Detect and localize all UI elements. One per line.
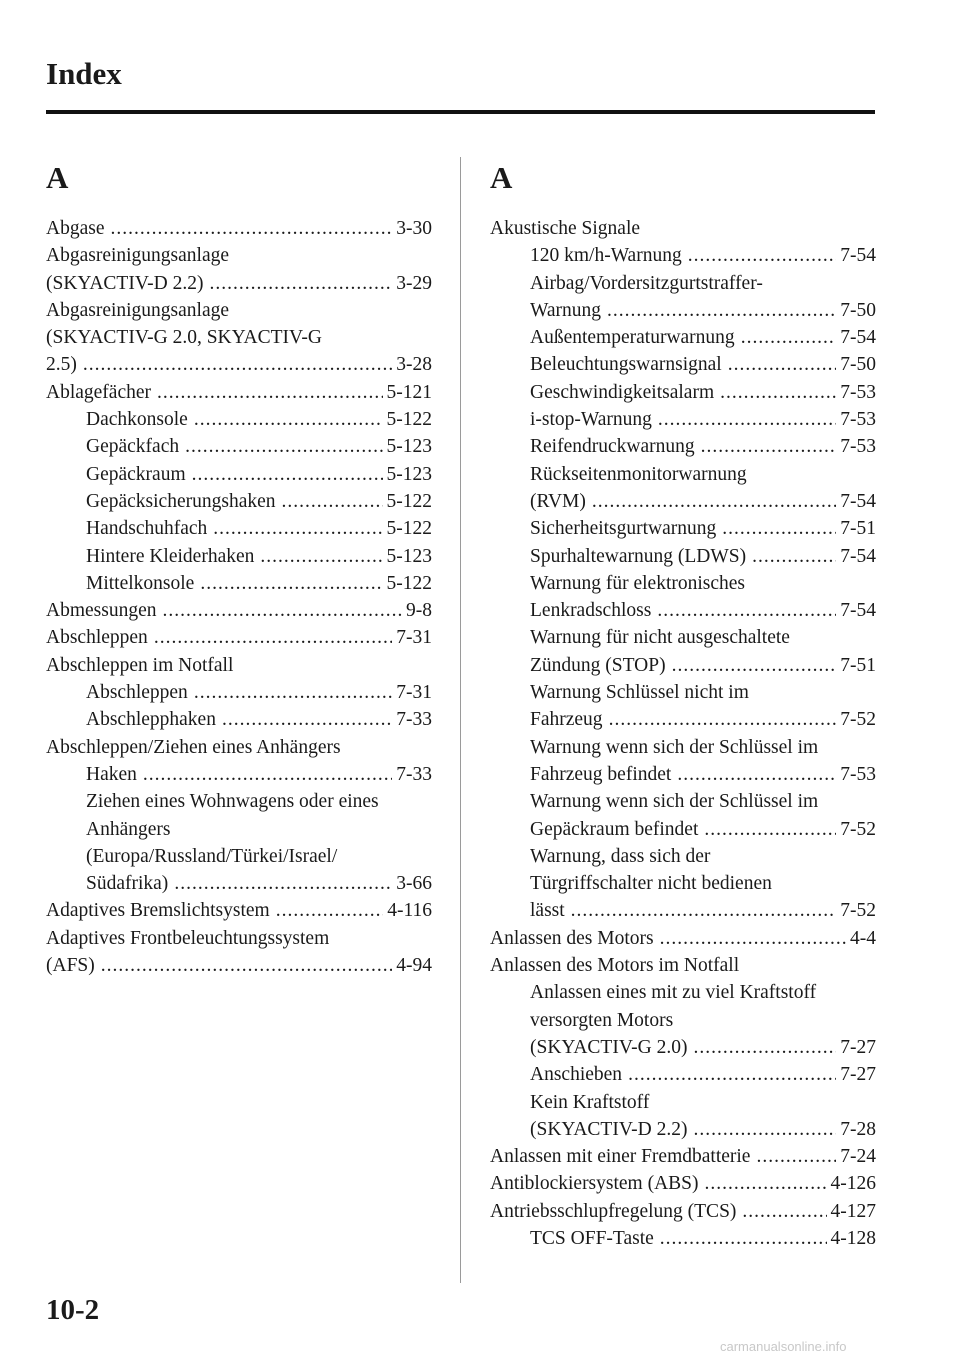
index-entry-label: Abschleppen/Ziehen eines Anhängers bbox=[46, 736, 341, 758]
leader-dots bbox=[756, 1143, 836, 1170]
index-entry-page: 7-54 bbox=[840, 600, 876, 622]
index-entry-label: Mittelkonsole bbox=[86, 572, 195, 594]
index-entry bbox=[490, 515, 876, 542]
index-entry bbox=[46, 433, 432, 460]
index-entry-page: 7-51 bbox=[840, 518, 876, 540]
index-entry-label: versorgten Motors bbox=[530, 1009, 674, 1031]
index-entry bbox=[490, 406, 876, 433]
leader-dots bbox=[282, 488, 383, 515]
leader-dots bbox=[658, 406, 836, 433]
index-entry bbox=[490, 679, 876, 706]
index-entry-page: 7-53 bbox=[840, 436, 876, 458]
index-entry-label: Hintere Kleiderhaken bbox=[86, 545, 255, 567]
index-entry bbox=[490, 1225, 876, 1252]
leader-dots bbox=[688, 242, 837, 269]
index-entry-page: 4-94 bbox=[396, 955, 432, 977]
index-entry-label: (SKYACTIV-D 2.2) bbox=[530, 1118, 688, 1140]
leader-dots bbox=[609, 706, 837, 733]
leader-dots bbox=[607, 297, 836, 324]
index-entry-page: 4-4 bbox=[850, 927, 876, 949]
index-entry-label: Warnung für elektronisches bbox=[530, 572, 746, 594]
index-entry-label: Anlassen des Motors im Notfall bbox=[490, 955, 740, 977]
leader-dots bbox=[592, 488, 836, 515]
index-entry-page: 5-123 bbox=[386, 436, 432, 458]
index-entry-page: 7-52 bbox=[840, 709, 876, 731]
index-entry-label: (SKYACTIV-G 2.0) bbox=[530, 1036, 688, 1058]
index-entry-page: 7-54 bbox=[840, 327, 876, 349]
leader-dots bbox=[194, 679, 392, 706]
index-entry-label: Spurhaltewarnung (LDWS) bbox=[530, 545, 747, 567]
index-entry-label: (Europa/Russland/Türkei/Israel/ bbox=[86, 845, 338, 867]
index-entry-label: Adaptives Bremslichtsystem bbox=[46, 900, 270, 922]
leader-dots bbox=[693, 1034, 836, 1061]
index-entry-label: Gepäckfach bbox=[86, 436, 180, 458]
leader-dots bbox=[83, 351, 392, 378]
index-entry-label: (AFS) bbox=[46, 955, 95, 977]
index-entry-page: 5-122 bbox=[386, 490, 432, 512]
index-entry-label: Reifendruckwarnung bbox=[530, 436, 695, 458]
leader-dots bbox=[213, 515, 382, 542]
leader-dots bbox=[742, 1198, 826, 1225]
index-entry-label: Dachkonsole bbox=[86, 409, 188, 431]
index-entry bbox=[46, 843, 432, 870]
watermark: carmanualsonline.info bbox=[720, 1339, 847, 1354]
index-entry bbox=[490, 351, 876, 378]
leader-dots bbox=[260, 543, 382, 570]
index-entry-page: 7-50 bbox=[840, 299, 876, 321]
index-entry-label: Gepäckraum bbox=[86, 463, 186, 485]
index-entry bbox=[490, 297, 876, 324]
index-entry-label: TCS OFF-Taste bbox=[530, 1227, 654, 1249]
index-entry-page: 7-52 bbox=[840, 900, 876, 922]
index-entry-page: 4-128 bbox=[830, 1227, 876, 1249]
section-letter: A bbox=[46, 160, 69, 195]
index-entry-page: 7-53 bbox=[840, 381, 876, 403]
index-entry bbox=[46, 351, 432, 378]
index-entry bbox=[490, 897, 876, 924]
index-entry-label: Geschwindigkeitsalarm bbox=[530, 381, 715, 403]
leader-dots bbox=[143, 761, 392, 788]
index-entry-label: Antiblockiersystem (ABS) bbox=[490, 1173, 699, 1195]
leader-dots bbox=[154, 624, 392, 651]
index-entry bbox=[46, 761, 432, 788]
index-entry bbox=[490, 1143, 876, 1170]
index-entry-page: 5-122 bbox=[386, 409, 432, 431]
index-entry-label: Beleuchtungswarnsignal bbox=[530, 354, 722, 376]
leader-dots bbox=[163, 597, 403, 624]
index-entry bbox=[490, 1116, 876, 1143]
index-entry-page: 7-31 bbox=[396, 627, 432, 649]
index-entry-page: 7-27 bbox=[840, 1064, 876, 1086]
leader-dots bbox=[693, 1116, 836, 1143]
index-entry-page: 5-122 bbox=[386, 572, 432, 594]
index-entry-label: Gepäckraum befindet bbox=[530, 818, 699, 840]
header-rule bbox=[46, 110, 875, 114]
index-entry-page: 3-28 bbox=[396, 354, 432, 376]
index-entry bbox=[46, 624, 432, 651]
index-entry-page: 5-123 bbox=[386, 545, 432, 567]
leader-dots bbox=[276, 897, 384, 924]
index-entry bbox=[46, 570, 432, 597]
index-entry bbox=[46, 406, 432, 433]
index-entry-label: Anlassen des Motors bbox=[490, 927, 654, 949]
index-entry-label: Lenkradschloss bbox=[530, 600, 652, 622]
index-entry-label: Anschieben bbox=[530, 1064, 623, 1086]
leader-dots bbox=[701, 433, 837, 460]
index-entry bbox=[46, 242, 432, 269]
index-entry-page: 7-31 bbox=[396, 682, 432, 704]
index-entry-label: Warnung wenn sich der Schlüssel im bbox=[530, 736, 819, 758]
index-entry-page: 4-127 bbox=[830, 1200, 876, 1222]
index-entry-label: i-stop-Warnung bbox=[530, 409, 652, 431]
index-entry-page: 5-122 bbox=[386, 518, 432, 540]
index-entry bbox=[46, 488, 432, 515]
index-entry-page: 3-30 bbox=[396, 218, 432, 239]
index-entry bbox=[46, 597, 432, 624]
leader-dots bbox=[660, 925, 846, 952]
index-entry-label: 2.5) bbox=[46, 354, 77, 376]
index-entry bbox=[490, 788, 876, 815]
index-entries-right bbox=[490, 215, 876, 1252]
index-entry-page: 7-24 bbox=[840, 1146, 876, 1168]
index-entry-label: Warnung, dass sich der bbox=[530, 845, 711, 867]
index-entry-page: 4-116 bbox=[387, 900, 432, 922]
index-entry bbox=[46, 816, 432, 843]
index-entry-label: Ablagefächer bbox=[46, 381, 152, 403]
index-entry bbox=[490, 1061, 876, 1088]
leader-dots bbox=[752, 543, 836, 570]
index-entry bbox=[46, 652, 432, 679]
index-entry bbox=[490, 652, 876, 679]
leader-dots bbox=[728, 351, 837, 378]
leader-dots bbox=[185, 433, 382, 460]
index-entry-label: Abgase bbox=[46, 218, 105, 239]
leader-dots bbox=[192, 461, 383, 488]
index-entry-label: (RVM) bbox=[530, 490, 586, 512]
index-entry-label: Antriebsschlupfregelung (TCS) bbox=[490, 1200, 737, 1222]
index-entry-label: Anlassen eines mit zu viel Kraftstoff bbox=[530, 982, 817, 1004]
index-entry bbox=[46, 897, 432, 924]
index-entry bbox=[46, 461, 432, 488]
index-entry bbox=[46, 297, 432, 324]
index-entry bbox=[490, 1089, 876, 1116]
index-entry bbox=[490, 870, 876, 897]
index-entry bbox=[46, 952, 432, 979]
leader-dots bbox=[722, 515, 836, 542]
index-entry-page: 7-54 bbox=[840, 545, 876, 567]
index-entry-label: Abmessungen bbox=[46, 600, 157, 622]
index-entry-label: Abschleppen bbox=[46, 627, 148, 649]
index-entry-label: 120 km/h-Warnung bbox=[530, 245, 682, 267]
index-entry bbox=[46, 679, 432, 706]
index-entry bbox=[490, 270, 876, 297]
page-number: 10-2 bbox=[46, 1294, 100, 1326]
index-entry-label: Haken bbox=[86, 763, 137, 785]
index-entry-page: 7-53 bbox=[840, 763, 876, 785]
index-entry-label: Abgasreinigungsanlage bbox=[46, 299, 230, 321]
index-entry bbox=[46, 543, 432, 570]
index-entry-label: (SKYACTIV-G 2.0, SKYACTIV-G bbox=[46, 327, 322, 349]
index-entry-label: Außentemperaturwarnung bbox=[530, 327, 735, 349]
index-entry bbox=[490, 952, 876, 979]
index-entry bbox=[46, 788, 432, 815]
leader-dots bbox=[571, 897, 837, 924]
index-entry-label: Abschlepphaken bbox=[86, 709, 216, 731]
index-entry bbox=[490, 706, 876, 733]
index-entry bbox=[46, 324, 432, 351]
column-divider bbox=[460, 157, 461, 1283]
index-entry-page: 7-28 bbox=[840, 1118, 876, 1140]
leader-dots bbox=[200, 570, 382, 597]
index-entry bbox=[490, 461, 876, 488]
index-entry-label: Südafrika) bbox=[86, 873, 169, 895]
index-entry-page: 7-54 bbox=[840, 490, 876, 512]
index-entry-page: 7-52 bbox=[840, 818, 876, 840]
page-title: Index bbox=[46, 56, 122, 91]
index-entry-label: Ziehen eines Wohnwagens oder eines bbox=[86, 791, 379, 813]
leader-dots bbox=[677, 761, 836, 788]
index-entry-label: lässt bbox=[530, 900, 565, 922]
index-entry-page: 7-50 bbox=[840, 354, 876, 376]
index-entry-label: Warnung Schlüssel nicht im bbox=[530, 682, 749, 704]
index-entry-label: Abgasreinigungsanlage bbox=[46, 245, 230, 267]
leader-dots bbox=[157, 379, 382, 406]
index-entry bbox=[490, 1034, 876, 1061]
index-entry-page: 5-121 bbox=[386, 381, 432, 403]
index-entry-label: (SKYACTIV-D 2.2) bbox=[46, 272, 204, 294]
index-entry bbox=[490, 925, 876, 952]
index-entry bbox=[490, 597, 876, 624]
index-entry-label: Airbag/Vordersitzgurtstraffer- bbox=[530, 272, 763, 294]
section-letter: A bbox=[490, 160, 513, 195]
leader-dots bbox=[222, 706, 392, 733]
index-entry bbox=[46, 925, 432, 952]
index-entry bbox=[490, 570, 876, 597]
index-entry bbox=[490, 1198, 876, 1225]
index-entry-label: Adaptives Frontbeleuchtungssystem bbox=[46, 927, 330, 949]
leader-dots bbox=[720, 379, 836, 406]
index-entry bbox=[46, 734, 432, 761]
index-entry bbox=[46, 706, 432, 733]
index-entry bbox=[490, 543, 876, 570]
index-entry-label: Warnung wenn sich der Schlüssel im bbox=[530, 791, 819, 813]
right-column bbox=[490, 162, 876, 1252]
index-entry-page: 7-33 bbox=[396, 709, 432, 731]
index-entry-label: Türgriffschalter nicht bedienen bbox=[530, 873, 772, 895]
index-entry-label: Warnung bbox=[530, 299, 601, 321]
leader-dots bbox=[705, 1170, 827, 1197]
leader-dots bbox=[628, 1061, 836, 1088]
index-entry-label: Sicherheitsgurtwarnung bbox=[530, 518, 717, 540]
index-entry bbox=[46, 515, 432, 542]
index-entries-left bbox=[46, 215, 432, 979]
index-entry-page: 3-66 bbox=[396, 873, 432, 895]
index-entry bbox=[490, 624, 876, 651]
index-entry-label: Fahrzeug befindet bbox=[530, 763, 672, 785]
index-entry-label: Warnung für nicht ausgeschaltete bbox=[530, 627, 790, 649]
index-entry-page: 7-27 bbox=[840, 1036, 876, 1058]
index-entry bbox=[490, 843, 876, 870]
index-entry bbox=[46, 870, 432, 897]
index-entry-label: Zündung (STOP) bbox=[530, 654, 666, 676]
index-entry-label: Abschleppen im Notfall bbox=[46, 654, 234, 676]
index-entry-label: Anhängers bbox=[86, 818, 171, 840]
left-column bbox=[46, 162, 432, 979]
index-entry bbox=[46, 215, 432, 242]
index-entry-label: Handschuhfach bbox=[86, 518, 208, 540]
leader-dots bbox=[657, 597, 836, 624]
index-entry-label: Gepäcksicherungshaken bbox=[86, 490, 276, 512]
index-entry-label: Kein Kraftstoff bbox=[530, 1091, 650, 1113]
index-entry-label: Fahrzeug bbox=[530, 709, 603, 731]
index-entry bbox=[490, 979, 876, 1006]
index-entry-page: 7-54 bbox=[840, 245, 876, 267]
index-entry-page: 3-29 bbox=[396, 272, 432, 294]
index-entry bbox=[490, 816, 876, 843]
index-entry bbox=[490, 215, 876, 242]
index-entry-label: Abschleppen bbox=[86, 682, 188, 704]
index-entry bbox=[490, 324, 876, 351]
index-entry-label: Akustische Signale bbox=[490, 218, 641, 239]
leader-dots bbox=[101, 952, 392, 979]
leader-dots bbox=[704, 816, 836, 843]
index-entry bbox=[490, 488, 876, 515]
leader-dots bbox=[741, 324, 837, 351]
leader-dots bbox=[660, 1225, 827, 1252]
index-entry-page: 7-33 bbox=[396, 763, 432, 785]
index-entry bbox=[490, 433, 876, 460]
index-entry bbox=[490, 242, 876, 269]
index-entry bbox=[490, 734, 876, 761]
index-entry-page: 7-53 bbox=[840, 409, 876, 431]
index-entry bbox=[46, 270, 432, 297]
index-entry bbox=[490, 1170, 876, 1197]
index-entry bbox=[46, 379, 432, 406]
leader-dots bbox=[194, 406, 383, 433]
index-entry bbox=[490, 761, 876, 788]
leader-dots bbox=[672, 652, 837, 679]
index-entry bbox=[490, 379, 876, 406]
leader-dots bbox=[209, 270, 392, 297]
index-entry-label: Rückseitenmonitorwarnung bbox=[530, 463, 747, 485]
index-entry-page: 9-8 bbox=[406, 600, 432, 622]
index-entry-page: 7-51 bbox=[840, 654, 876, 676]
index-entry-page: 5-123 bbox=[386, 463, 432, 485]
leader-dots bbox=[174, 870, 392, 897]
index-entry-page: 4-126 bbox=[830, 1173, 876, 1195]
index-entry-label: Anlassen mit einer Fremdbatterie bbox=[490, 1146, 751, 1168]
index-entry bbox=[490, 1007, 876, 1034]
leader-dots bbox=[110, 215, 392, 242]
